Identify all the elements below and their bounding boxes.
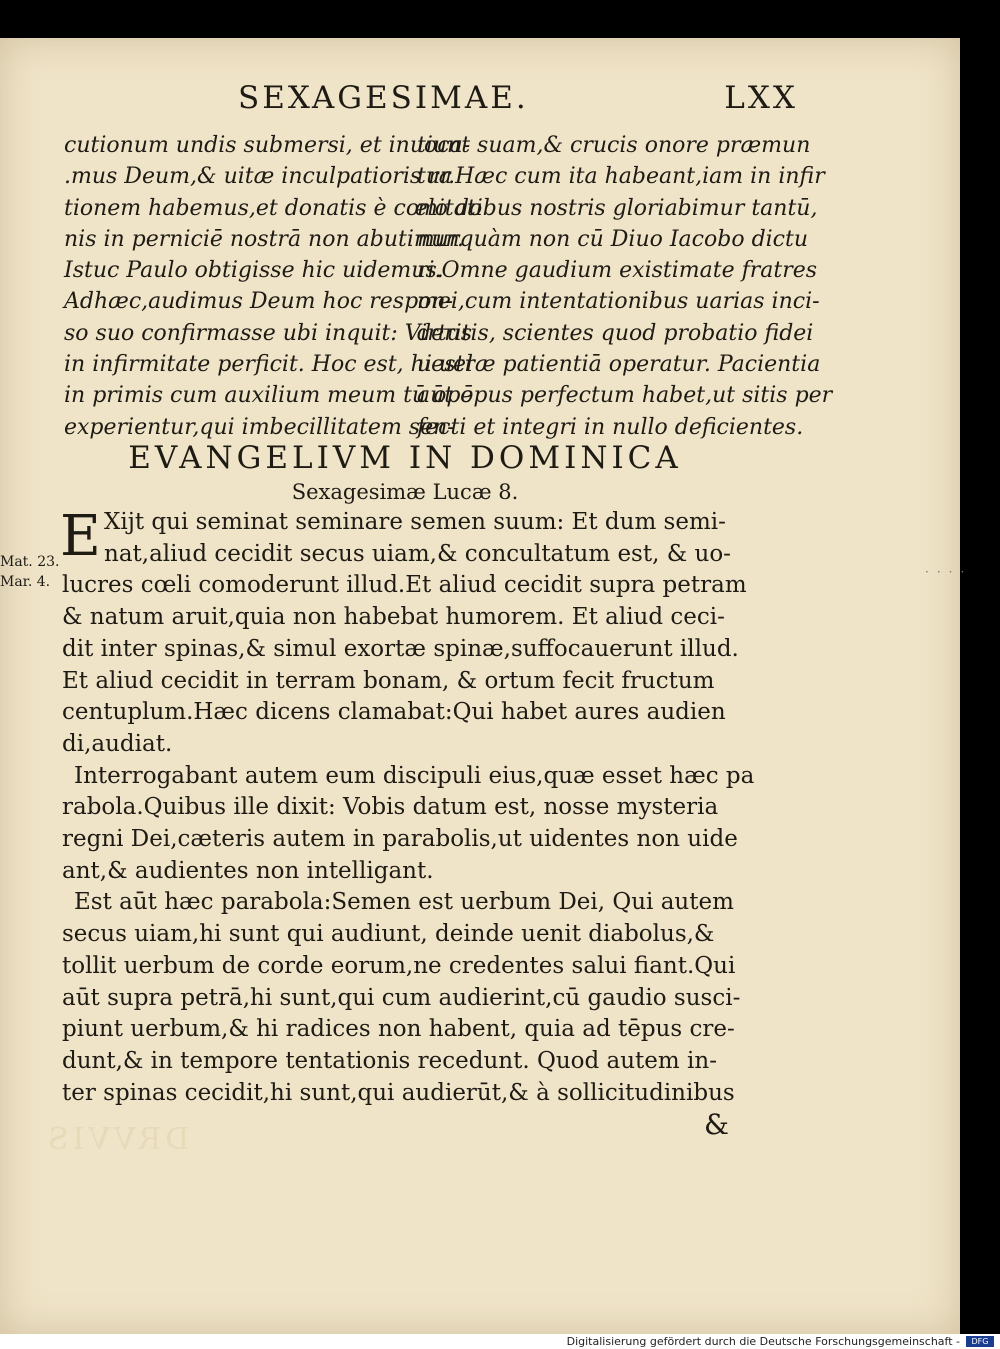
margin-reference-line: Mar. 4.	[0, 574, 51, 590]
column-line: tiunt suam,& crucis onore præmun	[417, 133, 811, 158]
column-line: mei,cum intentationibus uarias inci-	[417, 289, 820, 315]
text-line: Et aliud cecidit in terram bonam, & ortum fecit fructum	[62, 667, 715, 694]
text-line: ter spinas cecidit,hi sunt,qui audierūt,& à sollicitudinibus	[62, 1079, 735, 1106]
margin-reference	[0, 552, 59, 592]
catchword: &	[704, 1108, 729, 1141]
column-line: aūt opus perfectum habet,ut sitis per	[417, 383, 833, 409]
text-line: rabola.Quibus ille dixit: Vobis datum est, nosse mysteria	[62, 794, 719, 821]
footer-credit: Digitalisierung gefördert durch die Deutsche Forschungsgemeinschaft -	[566, 1335, 960, 1348]
bleed-through-text: DRVVIS	[44, 1122, 190, 1157]
text-line: & natum aruit,quia non habebat humorem. Et aliud ceci-	[62, 604, 725, 631]
drop-initial: E	[60, 504, 101, 569]
text-line: centuplum.Hæc dicens clamabat:Qui habet aures audien	[62, 699, 726, 726]
text-line: di,audiat.	[62, 730, 173, 757]
text-line: dit inter spinas,& simul exortæ spinæ,suffocauerunt illud.	[62, 635, 739, 662]
text-line: aūt supra petrā,hi sunt,qui cum audierint,cū gaudio susci-	[62, 984, 741, 1011]
gospel-text	[60, 504, 755, 1109]
column-line: tionem habemus,et donatis è cœlo do	[64, 195, 483, 221]
running-header	[238, 80, 798, 120]
column-line: nis in perniciē nostrā non abutimur.	[64, 226, 464, 252]
section-subtitle: Sexagesimæ Lucæ 8.	[291, 480, 519, 504]
column-line: tur.Hæc cum ita habeant,iam in infir	[417, 164, 825, 190]
text-line: Xijt qui seminat seminare semen suum: Et dum semi-	[104, 509, 726, 535]
text-line: lucres cœli comoderunt illud.Et aliud cecidit supra petram	[62, 572, 747, 599]
column-line: fecti et integri in nullo deficientes.	[417, 414, 804, 440]
column-line: mitatibus nostris gloriabimur tantū,	[417, 195, 818, 221]
text-line: ant,& audientes non intelligant.	[62, 857, 434, 884]
column-line: uestræ patientiā operatur. Pacientia	[417, 352, 821, 378]
text-line: regni Dei,cæteris autem in parabolis,ut uidentes non uide	[62, 826, 738, 853]
left-column	[64, 130, 483, 443]
scan-artifact: ····	[925, 565, 973, 579]
column-line: deritis, scientes quod probatio fidei	[417, 320, 814, 346]
column-line: cutionum undis submersi, et inuoca-	[64, 133, 471, 158]
folio-number: LXX	[724, 80, 798, 116]
column-line: in infirmitate perficit. Hoc est, hi uel	[64, 352, 474, 378]
text-line: Est aūt hæc parabola:Semen est uerbum Dei, Qui autem	[74, 889, 734, 916]
text-line: tollit uerbum de corde eorum,ne credentes salui fiant.Qui	[62, 952, 736, 979]
dfg-logo-icon: DFG	[966, 1336, 994, 1347]
column-line: Istuc Paulo obtigisse hic uidemus.	[64, 258, 444, 284]
column-line: nunquàm non cū Diuo Iacobo dictu	[417, 226, 809, 252]
text-line: Interrogabant autem eum discipuli eius,quæ esset hæc pa	[74, 762, 755, 789]
column-line: ri.Omne gaudium existimate fratres	[417, 258, 818, 284]
text-line: nat,aliud cecidit secus uiam,& concultatum est, & uo-	[104, 540, 731, 567]
section-title: EVANGELIVM IN DOMINICA	[128, 440, 682, 476]
text-line: secus uiam,hi sunt qui audiunt, deinde uenit diabolus,&	[62, 921, 715, 948]
digitization-footer	[0, 1334, 1000, 1349]
column-line: Adhæc,audimus Deum hoc respon-	[64, 289, 454, 315]
text-line: dunt,& in tempore tentationis recedunt. Quod autem in-	[62, 1047, 717, 1074]
column-line: .mus Deum,& uitæ inculpatioris ra	[64, 164, 452, 190]
margin-reference-line: Mat. 23.	[0, 554, 60, 570]
column-line: so suo confirmasse ubi inquit: Virtus	[64, 320, 473, 346]
column-line: in primis cum auxilium meum tū opē	[64, 383, 474, 409]
right-column	[417, 130, 833, 443]
column-line: experientur,qui imbecillitatem sen-	[64, 414, 455, 440]
text-line: piunt uerbum,& hi radices non habent, quia ad tēpus cre-	[62, 1016, 735, 1043]
header-title: SEXAGESIMAE.	[238, 80, 529, 116]
